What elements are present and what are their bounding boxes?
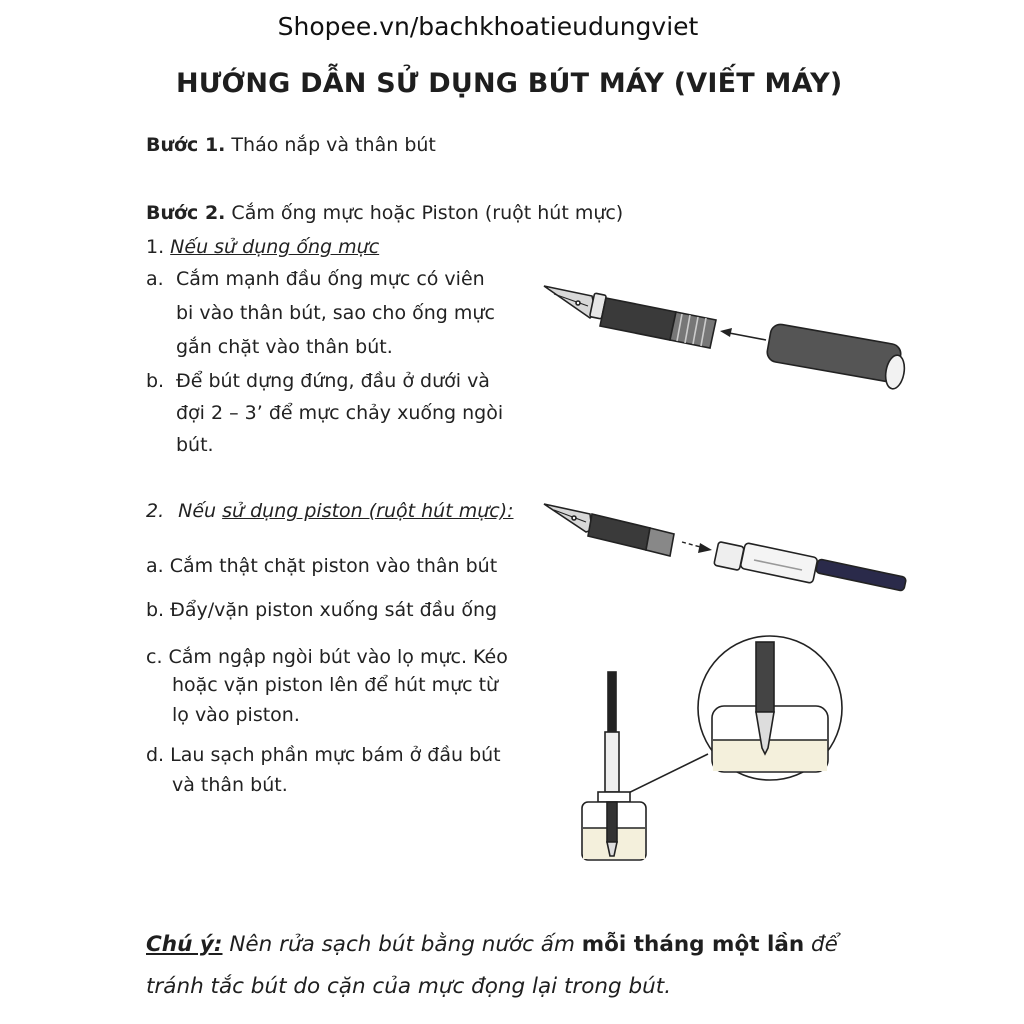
step-2-label: Bước 2. [146,202,226,224]
step-1-label: Bước 1. [146,134,226,156]
cartridge-heading [146,236,379,258]
ink-bottle-with-magnifier-icon [570,632,840,868]
cartridge-a-line: bi vào thân bút, sao cho ống mực [176,302,495,324]
cartridge-b-prefix: b. [146,370,165,392]
cartridge-a-line: gắn chặt vào thân bút. [176,336,393,358]
pen-with-ink-cartridge-icon [540,278,910,388]
cartridge-b-line: đợi 2 – 3’ để mực chảy xuống ngòi [176,402,504,424]
page-title: HƯỚNG DẪN SỬ DỤNG BÚT MÁY (VIẾT MÁY) [176,68,843,99]
cartridge-b-line: bút. [176,434,214,456]
step-1-text: Tháo nắp và thân bút [225,134,436,156]
cartridge-b-line: Để bút dựng đứng, đầu ở dưới và [176,370,490,392]
piston-step-d-line: d. Lau sạch phần mực bám ở đầu bút [146,744,501,766]
cartridge-number: 1. [146,236,171,258]
note-label: Chú ý: [146,932,223,957]
piston-heading-plain: Nếu [178,500,223,522]
piston-step-c-line: lọ vào piston. [172,704,300,726]
piston-heading [146,500,514,522]
note-part-1: Nên rửa sạch bút bằng nước ấm [222,932,582,957]
piston-heading-underlined: sử dụng piston (ruột hút mực): [222,500,514,522]
note-bold: mỗi tháng một lần [581,932,805,957]
note-line-1 [146,932,838,957]
piston-step-d-line: và thân bút. [172,774,288,796]
piston-step-a: a. Cắm thật chặt piston vào thân bút [146,555,498,577]
note-part-2: để [804,932,838,957]
cartridge-heading-text: Nếu sử dụng ống mực [170,236,380,258]
pen-with-piston-converter-icon [540,498,910,608]
piston-step-c-line: c. Cắm ngập ngòi bút vào lọ mực. Kéo [146,646,508,668]
step-2 [146,202,623,224]
piston-number: 2. [146,500,165,522]
piston-step-b: b. Đẩy/vặn piston xuống sát đầu ống [146,599,498,621]
note-line-2: tránh tắc bút do cặn của mực đọng lại trong bút. [146,974,672,999]
step-1 [146,134,436,156]
shop-url: Shopee.vn/bachkhoatieudungviet [277,12,699,41]
cartridge-a-prefix: a. [146,268,164,290]
step-2-text: Cắm ống mực hoặc Piston (ruột hút mực) [225,202,624,224]
piston-step-c-line: hoặc vặn piston lên để hút mực từ [172,674,499,696]
cartridge-a-line: Cắm mạnh đầu ống mực có viên [176,268,485,290]
